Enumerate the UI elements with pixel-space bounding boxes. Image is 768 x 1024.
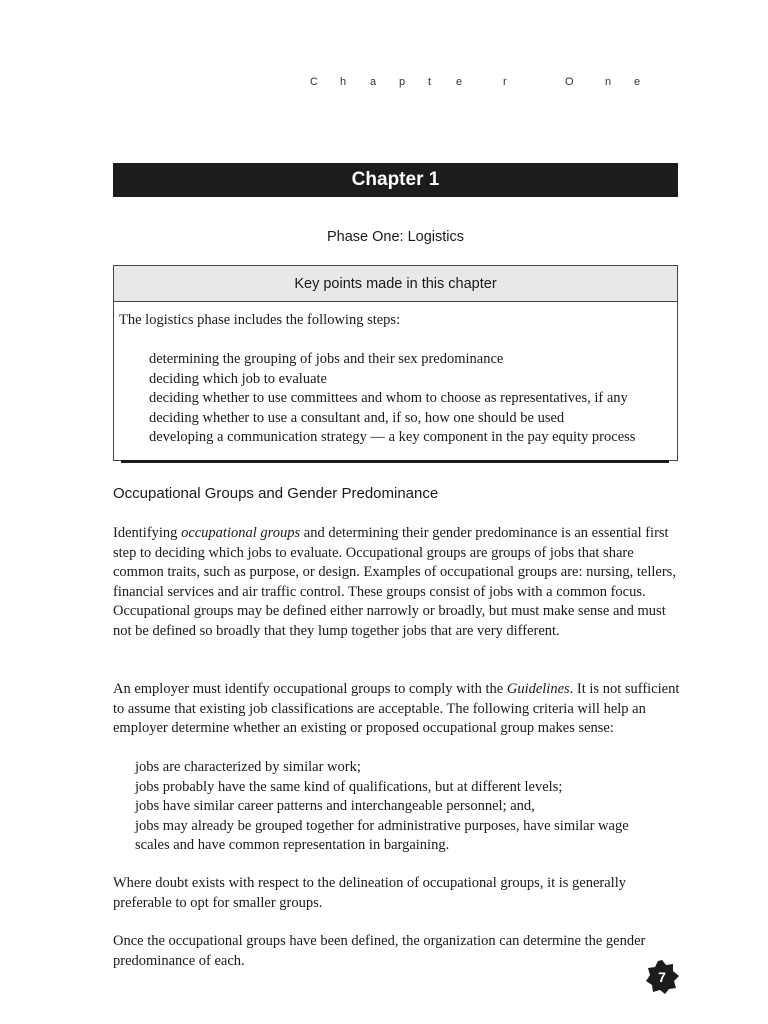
paragraph-text: . It is not sufficient to assume that existing job classifications are acceptable. The following criteria will help an employer determine whether an existing or proposed occupational group makes sense: [113,681,680,736]
list-item: deciding which job to evaluate [149,370,327,387]
list-item: jobs may already be grouped together for administrative purposes, have similar wage [135,817,629,834]
body-paragraph [113,524,681,641]
running-head-letter: C [310,76,318,88]
list-item: jobs are characterized by similar work; [135,759,361,775]
running-head-letter: h [340,76,347,88]
emphasized-term: Guidelines [506,681,570,697]
list-item: jobs probably have the same kind of qualifications, but at different levels; [135,778,563,795]
list-item: jobs have similar career patterns and interchangeable personnel; and, [135,798,535,814]
running-head-letter: p [399,76,406,88]
running-head-letter: e [634,76,641,88]
running-head [310,76,650,94]
list-item: developing a communication strategy — a key component in the pay equity process [149,429,636,446]
running-head-letter: r [503,76,507,88]
key-points-list [149,350,635,448]
running-head-letter: O [565,76,574,88]
body-paragraph: Where doubt exists with respect to the delineation of occupational groups, it is generally preferable to opt for smaller groups. [113,875,626,911]
key-points-shadow-rule [121,460,669,463]
list-item: scales and have common representation in bargaining. [135,837,450,853]
running-head-letter: t [428,76,432,88]
emphasized-term: occupational groups [181,525,301,541]
page-number-badge [645,960,679,994]
list-item: determining the grouping of jobs and their sex predominance [149,351,504,367]
body-paragraph [113,680,681,739]
criteria-list [135,758,629,856]
badge-icon [645,960,679,994]
paragraph-text: Identifying [113,525,182,541]
key-points-intro: The logistics phase includes the following steps: [119,312,401,328]
phase-title: Phase One: Logistics [326,229,465,245]
paragraph-text: An employer must identify occupational groups to comply with the [113,681,507,697]
list-item: deciding whether to use committees and whom to choose as representatives, if any [149,390,628,407]
key-points-title: Key points made in this chapter [114,266,677,302]
section-heading: Occupational Groups and Gender Predominance [113,485,439,502]
list-item: deciding whether to use a consultant and, if so, how one should be used [149,409,565,426]
running-head-letter: n [605,76,612,88]
body-paragraph: Once the occupational groups have been defined, the organization can determine the gender predominance of each. [113,933,646,969]
key-points-box [113,265,678,461]
running-head-letter: e [456,76,463,88]
running-head-letter: a [370,76,377,88]
paragraph-text: and determining their gender predominance is an essential first step to deciding which jobs to evaluate. Occupational groups are groups of jobs that share common traits, such as purpose, or design. Examples of occupational groups are: nursing, tellers, financial services and air traffic control. These groups consist of jobs with a common focus. Occupational groups may be defined either narrowly or broadly, but must make sense and must not be defined so broadly that they lump together jobs that are very different. [113,525,676,639]
chapter-title-bar: Chapter 1 [113,163,678,197]
page-number: 7 [658,969,666,985]
